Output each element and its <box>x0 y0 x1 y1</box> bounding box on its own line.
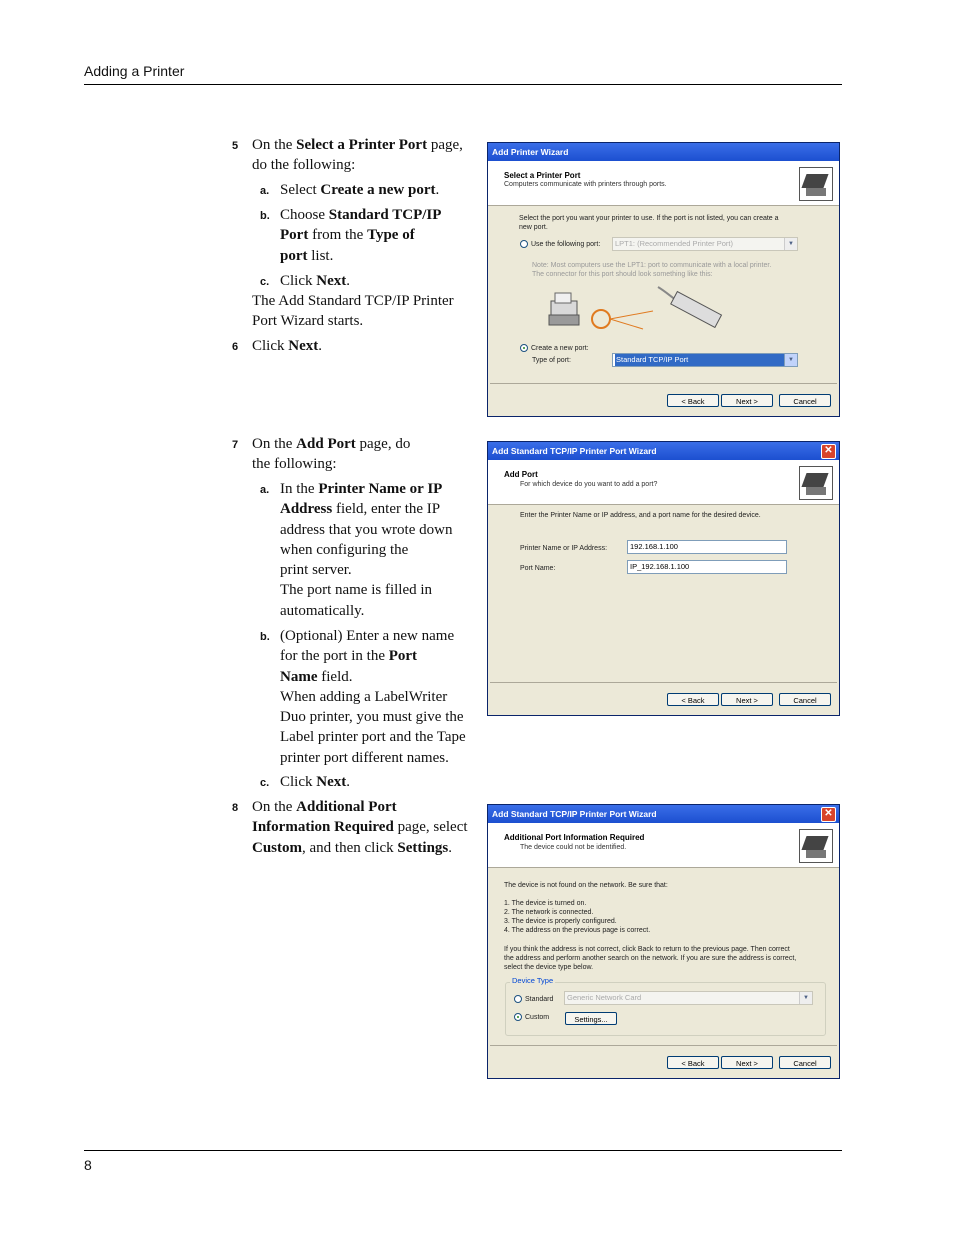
substep-label: b. <box>260 631 270 643</box>
create-new-port-label: Create a new port: <box>531 345 589 352</box>
dialog-heading: Add Port <box>504 470 538 479</box>
dialog-subheading: Computers communicate with printers through ports. <box>504 181 667 188</box>
cancel-button[interactable]: Cancel <box>779 693 831 706</box>
printer-connector-illustration <box>543 285 733 337</box>
dialog-title-bar: Add Printer Wizard <box>488 143 839 161</box>
step-5-text: On the Select a Printer Port page, do the following: <box>252 137 463 174</box>
instruction-text: Select the port you want your printer to use. If the port is not listed, you can create a new port. <box>519 215 779 231</box>
printer-wizard-icon <box>799 466 833 500</box>
substep-label: a. <box>260 484 270 496</box>
step-5-result: The Add Standard TCP/IP Printer Port Wizard starts. <box>252 293 454 330</box>
step-number: 5 <box>232 140 239 152</box>
cancel-button[interactable]: Cancel <box>779 1056 831 1069</box>
page-number: 8 <box>84 1157 92 1173</box>
device-type-group-label: Device Type <box>512 976 554 985</box>
next-button[interactable]: Next > <box>721 1056 773 1069</box>
printer-wizard-icon <box>799 167 833 201</box>
back-button[interactable]: < Back <box>667 693 719 706</box>
ip-address-input[interactable]: 192.168.1.100 <box>627 540 787 554</box>
header-rule <box>84 84 842 85</box>
step-8-text: On the Additional Port Information Required page, select Custom, and then click Settings. <box>252 799 468 856</box>
dialog-heading: Additional Port Information Required <box>504 833 645 842</box>
use-existing-port-label: Use the following port: <box>531 241 601 248</box>
step-number: 7 <box>232 439 239 451</box>
step-number: 8 <box>232 802 239 814</box>
port-name-label: Port Name: <box>520 565 556 572</box>
ip-address-label: Printer Name or IP Address: <box>520 545 608 552</box>
next-button[interactable]: Next > <box>721 693 773 706</box>
dialog-header <box>488 823 839 868</box>
substep-label: a. <box>260 185 270 197</box>
step-5b-text: Choose Standard TCP/IP Port from the Type of port list. <box>280 207 442 264</box>
custom-label: Custom <box>525 1014 550 1021</box>
standard-device-select[interactable]: Generic Network Card ▼ <box>564 991 813 1005</box>
step-number: 6 <box>232 341 239 353</box>
add-printer-wizard-dialog <box>487 142 840 417</box>
port-note: Note: Most computers use the LPT1: port to communicate with a local printer. The connector for this port should look something like this: <box>532 262 772 278</box>
step-5c-text: Click Next. <box>280 273 350 289</box>
dialog-header <box>488 161 839 206</box>
dialog-subheading: The device could not be identified. <box>520 844 627 851</box>
checklist: 1. The device is turned on. 2. The network is connected. 3. The device is properly configured. 4. The address on the previous page is correct. <box>504 900 651 934</box>
standard-radio[interactable] <box>514 995 522 1003</box>
step-7-text: On the Add Port page, do the following: <box>252 436 411 473</box>
step-7c-text: Click Next. <box>280 774 350 790</box>
device-not-found-text: The device is not found on the network. Be sure that: <box>504 882 668 889</box>
dialog-title-bar: Add Standard TCP/IP Printer Port Wizard ✕ <box>488 442 839 460</box>
step-5a-text: Select Create a new port. <box>280 182 440 198</box>
next-button[interactable]: Next > <box>721 394 773 407</box>
additional-port-info-dialog <box>487 804 840 1079</box>
standard-label: Standard <box>525 996 554 1003</box>
create-new-port-radio[interactable] <box>520 344 528 352</box>
port-name-input[interactable]: IP_192.168.1.100 <box>627 560 787 574</box>
add-port-dialog <box>487 441 840 716</box>
dialog-header <box>488 460 839 505</box>
printer-wizard-icon <box>799 829 833 863</box>
existing-port-select[interactable]: LPT1: (Recommended Printer Port) ▼ <box>612 237 798 251</box>
settings-button[interactable]: Settings... <box>565 1012 617 1025</box>
substep-label: c. <box>260 276 270 288</box>
custom-radio[interactable] <box>514 1013 522 1021</box>
button-separator <box>490 1045 837 1046</box>
instruction-text: Enter the Printer Name or IP address, and a port name for the desired device. <box>520 512 761 519</box>
substep-label: b. <box>260 210 270 222</box>
type-of-port-select[interactable]: Standard TCP/IP Port ▼ <box>612 353 798 367</box>
running-header: Adding a Printer <box>84 63 185 79</box>
dialog-heading: Select a Printer Port <box>504 171 581 180</box>
close-icon[interactable]: ✕ <box>821 807 836 822</box>
dialog-subheading: For which device do you want to add a port? <box>520 481 658 488</box>
use-existing-port-radio[interactable] <box>520 240 528 248</box>
substep-label: c. <box>260 777 270 789</box>
cancel-button[interactable]: Cancel <box>779 394 831 407</box>
back-button[interactable]: < Back <box>667 1056 719 1069</box>
type-of-port-label: Type of port: <box>532 357 571 364</box>
close-icon[interactable]: ✕ <box>821 444 836 459</box>
step-7b-text: (Optional) Enter a new name for the port in the Port Name field. When adding a LabelWriter Duo printer, you must give the Label printer port and the Tape printer port different names. <box>280 628 466 766</box>
dialog-title-bar: Add Standard TCP/IP Printer Port Wizard ✕ <box>488 805 839 823</box>
step-7a-text: In the Printer Name or IP Address field, enter the IP address that you wrote down when configuring the print server. The port name is filled in automatically. <box>280 481 453 619</box>
footer-rule <box>84 1150 842 1151</box>
step-6-text: Click Next. <box>252 338 322 354</box>
back-button[interactable]: < Back <box>667 394 719 407</box>
button-separator <box>490 383 837 384</box>
correction-paragraph: If you think the address is not correct, click Back to return to the previous page. Then correct the address and perform another search on the network. If you are sure the address is correct, select the device type below. <box>504 946 797 971</box>
button-separator <box>490 682 837 683</box>
